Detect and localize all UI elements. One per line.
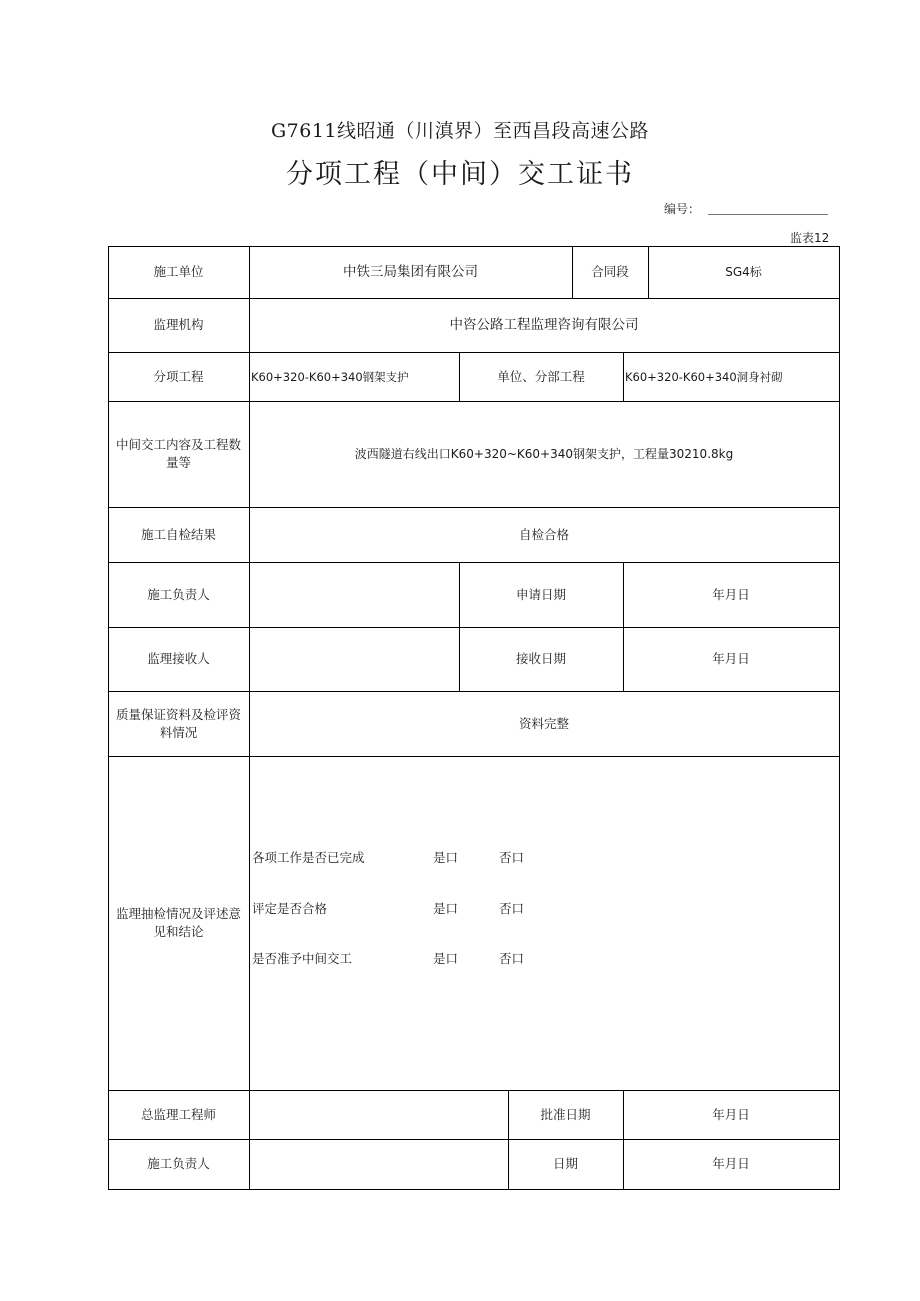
receive-date-value[interactable]: 年月日 — [712, 651, 750, 666]
construction-lead-field[interactable] — [249, 562, 459, 627]
form-code: 监表12 — [790, 231, 830, 245]
final-lead-label: 施工负责人 — [147, 1156, 210, 1171]
receiver-field[interactable] — [249, 627, 459, 691]
quality-value: 资料完整 — [518, 715, 569, 731]
serial-number-field[interactable] — [708, 214, 828, 215]
contractor-label: 施工单位 — [153, 264, 204, 279]
contract-section-value: SG4标 — [725, 265, 762, 279]
final-date-value[interactable]: 年月日 — [712, 1156, 750, 1171]
certificate-title: 分项工程（中间）交工证书 — [286, 159, 634, 190]
check-yes-option[interactable]: 是口 — [433, 901, 459, 916]
contract-section-label: 合同段 — [591, 264, 629, 279]
selfcheck-value: 自检合格 — [518, 526, 569, 542]
document-title: G7611线昭通（川滇界）至西昌段高速公路 — [270, 120, 650, 142]
unit-value: K60+320-K60+340洞身衬砌 — [625, 369, 783, 384]
chief-engineer-field[interactable] — [249, 1090, 508, 1139]
check-yes-option[interactable]: 是口 — [433, 951, 459, 966]
check-no-option[interactable]: 否口 — [499, 850, 525, 865]
supervisor-value: 中咨公路工程监理咨询有限公司 — [449, 317, 639, 333]
check-yes-option[interactable]: 是口 — [433, 850, 459, 865]
contractor-value: 中铁三局集团有限公司 — [343, 264, 478, 280]
apply-date-label: 申请日期 — [515, 586, 566, 602]
unit-label: 单位、分部工程 — [497, 368, 585, 384]
approve-date-label: 批准日期 — [540, 1106, 591, 1122]
content-value: 波西隧道右线出口K60+320~K60+340钢架支护，工程量30210.8kg — [354, 447, 734, 461]
subitem-label: 分项工程 — [153, 368, 204, 384]
final-lead-field[interactable] — [249, 1139, 508, 1189]
check-question: 是否准予中间交工 — [252, 951, 353, 966]
check-question: 各项工作是否已完成 — [252, 850, 365, 865]
final-date-label: 日期 — [552, 1156, 578, 1171]
check-no-option[interactable]: 否口 — [499, 951, 525, 966]
chief-engineer-label: 总监理工程师 — [140, 1106, 216, 1122]
receive-date-label: 接收日期 — [515, 651, 566, 666]
construction-lead-label: 施工负责人 — [147, 586, 210, 602]
quality-label: 质量保证资料及检评资料情况 — [115, 706, 241, 740]
serial-number-label: 编号： — [664, 202, 701, 216]
subitem-value: K60+320-K60+340钢架支护 — [251, 369, 409, 384]
check-no-option[interactable]: 否口 — [499, 901, 525, 916]
check-question: 评定是否合格 — [252, 901, 328, 916]
supervisor-label: 监理机构 — [153, 317, 204, 332]
approve-date-value[interactable]: 年月日 — [712, 1106, 750, 1122]
content-label: 中间交工内容及工程数量等 — [115, 437, 241, 470]
receiver-label: 监理接收人 — [147, 651, 210, 666]
apply-date-value[interactable]: 年月日 — [712, 586, 750, 602]
selfcheck-label: 施工自检结果 — [140, 526, 216, 542]
inspection-label: 监理抽检情况及评述意见和结论 — [115, 906, 241, 939]
